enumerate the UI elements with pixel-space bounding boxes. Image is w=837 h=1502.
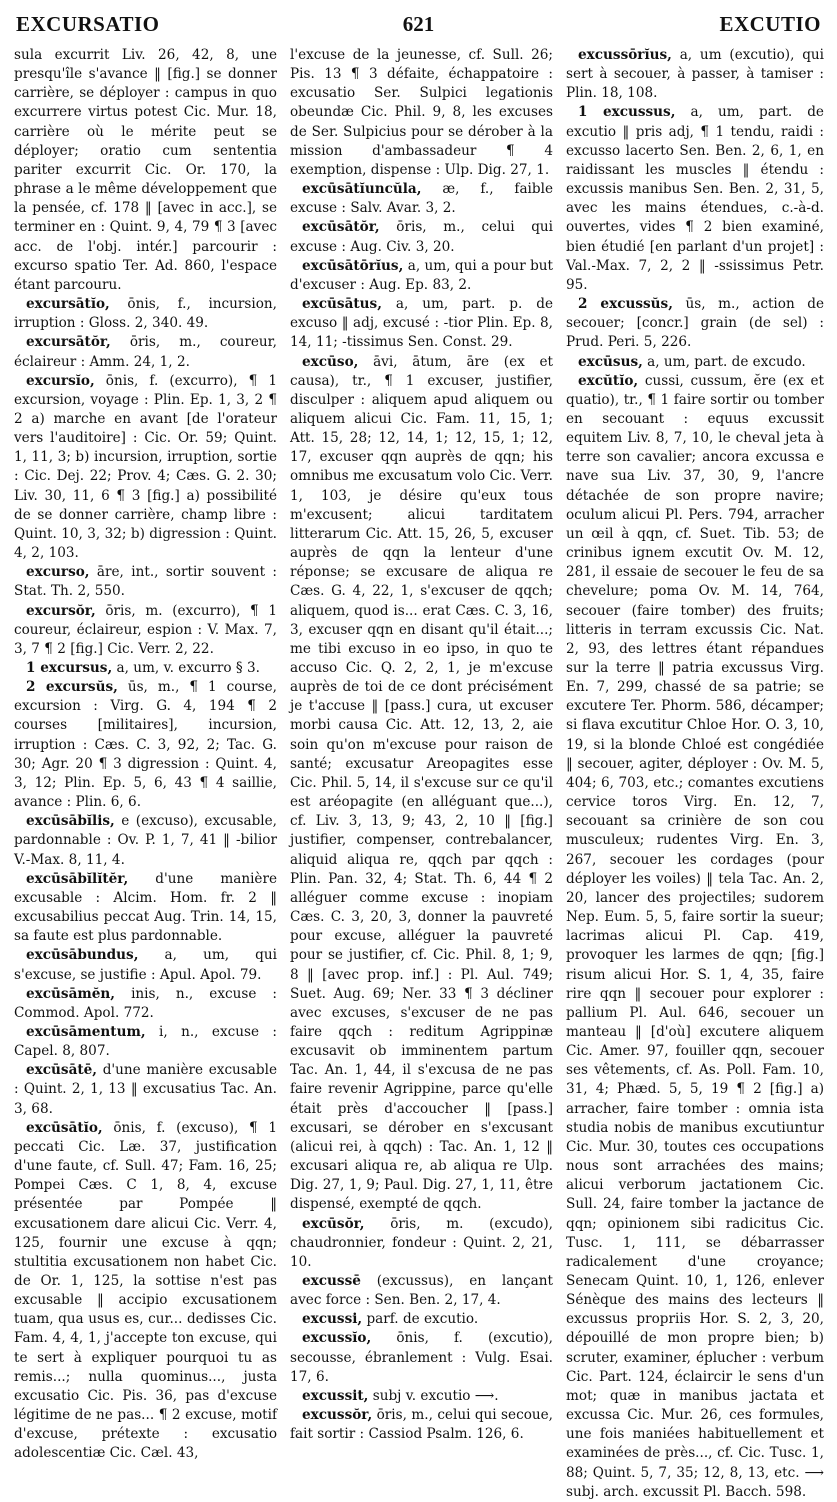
dictionary-entry [290, 1310, 553, 1329]
entry-definition: ōris, m. (excurro), ¶ 1 coureur, éclaireur, espion : V. Max. 7, 3, 7 ¶ 2 [fig.] Cic. Verr. 2, 22. [14, 602, 277, 657]
entry-definition: a, um, part. p. de excuso ‖ adj, excusé : -tior Plin. Ep. 8, 14, 11; -tissimus Sen. Const. 29. [290, 296, 553, 351]
entry-definition: a, um, part. de excutio ‖ pris adj, ¶ 1 tendu, raidi : excusso lacerto Sen. Ben. 2, 6, 1, en raidissant les muscles ‖ étendu : excussis manibus Sen. Ben. 2, 31, 5, avec les mains étendues, c.-à-d. ouvertes, vides ¶ 2 bien examiné, bien étudié [en parlant d'un projet] : Val.-Max. 7, 2, 2 ‖ -ssissimus Petr. 95. [566, 104, 824, 293]
entry-headword: excūsātĭuncŭla, [302, 181, 422, 198]
entry-headword: excussi, [302, 1311, 363, 1328]
entry-headword: excursātŏr, [26, 334, 111, 351]
dictionary-entry [290, 180, 553, 218]
dictionary-entry [14, 1119, 277, 1464]
dictionary-entry [14, 870, 277, 947]
entry-definition: ōris, m., celui qui secoue, fait sortir : Cassiod Psalm. 126, 6. [290, 1407, 553, 1443]
entry-headword: 2 excussŭs, [578, 296, 673, 313]
entry-headword: excūsātē, [26, 1062, 98, 1079]
dictionary-entry [14, 946, 277, 984]
dictionary-entry [14, 1023, 277, 1061]
running-head-left: EXCURSATIO [16, 12, 160, 36]
entry-headword: excursĭo, [26, 372, 95, 389]
entry-headword: excŭtĭo, [578, 372, 639, 389]
entry-headword: excūso, [302, 353, 359, 370]
entry-definition: a, um, part. de excudo. [647, 353, 806, 370]
entry-headword: excūsātŏr, [302, 219, 380, 236]
entry-definition: l'excuse de la jeunesse, cf. Sull. 26; Pis. 13 ¶ 3 défaite, échappatoire : excusatio Ser. Sulpici legationis obeundæ Cic. Phil. 9, 8, les excuses de Ser. Sulpicius pour se dérober à la mission d'ambassadeur ¶ 4 exemption, dispense : Ulp. Dig. 27, 1. [290, 47, 553, 178]
column-left [14, 46, 278, 1462]
entry-definition: parf. de excutio. [366, 1311, 479, 1328]
entry-definition: cussi, cussum, ĕre (ex et quatio), tr., ¶ 1 faire sortir ou tomber en secouant : equus excussit equitem Liv. 8, 7, 10, le cheval jeta à terre son cavalier; ancora excussa e nave sua Liv. 37, 30, 9, l'ancre détachée de son propre navire; oculum alicui Pl. Pers. 794, arracher un œil à qqn, cf. Suet. Tib. 53; de crinibus ignem excutit Ov. M. 12, 281, il essaie de secouer le feu de sa chevelure; poma Ov. M. 14, 764, secouer (faire tomber) des fruits; litteris in terram excussis Cic. Nat. 2, 93, des lettres étant répandues sur la terre ‖ patria excussus Virg. En. 7, 299, chassé de sa patrie; se excutere Ter. Phorm. 586, décamper; si flava excutitur Chloe Hor. O. 3, 10, 19, si la blonde Chloé est congédiée ‖ secouer, agiter, déployer : Ov. M. 5, 404; 6, 703, etc.; comantes excutiens cervice toros Virg. En. 12, 7, secouant sa crinière de son cou musculeux; rudentes Virg. En. 3, 267, secouer les cordages (pour déployer les voiles) ‖ tela Tac. An. 2, 20, lancer des projectiles; sudorem Nep. Eum. 5, 5, faire sortir la sueur; lacrimas alicui Pl. Cap. 419, provoquer les larmes de qqn; [fig.] risum alicui Hor. S. 1, 4, 35, faire rire qqn ‖ secouer pour explorer : pallium Pl. Aul. 646, secouer un manteau ‖ [d'où] excutere aliquem Cic. Amer. 97, fouiller qqn, secouer ses vêtements, cf. As. Poll. Fam. 10, 31, 4; Phæd. 5, 5, 19 ¶ 2 [fig.] a) arracher, faire tomber : omnia ista studia nobis de manibus excutiuntur Cic. Mur. 30, toutes ces occupations nous sont arrachées des mains; alicui verborum jactationem Cic. Sull. 24, faire tomber la jactance de qqn; opinionem sibi radicitus Cic. Tusc. 1, 111, se débarrasser radicalement d'une croyance; Senecam Quint. 10, 1, 126, enlever Sénèque des mains des lecteurs ‖ excussus propriis Hor. S. 2, 3, 20, dépouillé de mon propre bien; b) scruter, examiner, éplucher : verbum Cic. Part. 124, éclaircir le sens d'un mot; quæ in manibus jactata et excussa Cic. Mur. 26, ces formules, une fois maniées habituellement et examinées de près..., cf. Cic. Tusc. 1, 88; Quint. 5, 7, 35; 12, 8, 13, etc. ⟶ subj. arch. excussit Pl. Bacch. 598. [566, 372, 824, 1500]
entry-definition: ōnis, f., incursion, irruption : Gloss. 2, 340. 49. [14, 296, 278, 332]
dictionary-entry [566, 103, 824, 295]
entry-definition: ōris, m., coureur, éclaireur : Amm. 24, 1, 2. [14, 334, 277, 370]
dictionary-entry [566, 353, 824, 372]
entry-definition: a, um, qui a pour but d'excuser : Aug. Ep. 83, 2. [290, 257, 553, 293]
entry-definition: ōnis, f. (excutio), secousse, ébranlement : Vulg. Esai. 17, 6. [290, 1330, 553, 1385]
dictionary-entry [290, 1272, 553, 1310]
entry-headword: excussōrĭus, [578, 47, 672, 63]
entry-headword: excūsāmĕn, [26, 985, 116, 1002]
page-number: 621 [402, 12, 435, 36]
dictionary-entry [14, 295, 277, 333]
entry-headword: 1 excursus, [26, 660, 113, 676]
dictionary-entry [14, 563, 277, 601]
entry-definition: inis, n., excuse : Commod. Apol. 772. [14, 985, 277, 1021]
dictionary-entry [290, 218, 553, 256]
dictionary-entry [14, 372, 277, 564]
dictionary-entry [290, 46, 553, 180]
entry-headword: excūsābĭlis, [26, 813, 115, 830]
entry-headword: excūsābĭlĭtĕr, [26, 870, 129, 887]
entry-headword: excussit, [302, 1387, 369, 1404]
page-header [0, 6, 837, 42]
dictionary-entry [566, 46, 824, 103]
entry-definition: subj v. excutio ⟶. [372, 1387, 499, 1404]
entry-headword: excūsābundus, [26, 947, 139, 964]
dictionary-entry [14, 812, 277, 869]
entry-definition: (excussus), en lançant avec force : Sen. Ben. 2, 17, 4. [290, 1273, 553, 1309]
dictionary-entry [14, 659, 277, 678]
column-right [566, 46, 825, 1500]
entry-headword: excurso, [26, 564, 90, 581]
entry-definition: ōnis, f. (excurro), ¶ 1 excursion, voyage : Plin. Ep. 1, 3, 2 ¶ 2 a) marche en avant [de l'orateur vers l'auditoire] : Cic. Or. 59; Quint. 1, 11, 3; b) incursion, irruption, sortie : Cic. Dej. 22; Prov. 4; Cæs. G. 2. 30; Liv. 30, 11, 6 ¶ 3 [fig.] a) possibilité de se donner carrière, champ libre : Quint. 10, 3, 32; b) digression : Quint. 4, 2, 103. [14, 372, 277, 562]
dictionary-entry [14, 1061, 277, 1118]
dictionary-entry [566, 372, 824, 1502]
dictionary-entry [14, 333, 277, 371]
dictionary-entry [14, 46, 277, 295]
column-middle [290, 46, 553, 1443]
entry-definition: āre, int., sortir souvent : Stat. Th. 2, 550. [14, 564, 277, 600]
dictionary-entry [290, 1329, 553, 1386]
dictionary-entry [290, 257, 553, 295]
entry-headword: excūsŏr, [302, 1215, 365, 1232]
dictionary-entry [14, 985, 277, 1023]
entry-definition: e (excuso), excusable, pardonnable : Ov. P. 1, 7, 41 ‖ -bilior V.-Max. 8, 11, 4. [14, 813, 277, 868]
entry-headword: excūsāmentum, [26, 1023, 146, 1040]
entry-definition: sula excurrit Liv. 26, 42, 8, une presqu'île s'avance ‖ [fig.] se donner carrière, se déployer : campus in quo excurrere virtus potest Cic. Mur. 18, carrière où le mérite peut se déployer; oratio cum sententia pariter excurrit Cic. Or. 170, la phrase a le même développement que la pensée, cf. 178 ‖ [avec in acc.], se terminer en : Quint. 9, 4, 79 ¶ 3 [avec acc. de l'obj. intér.] parcourir : excurso spatio Ter. Ad. 860, l'espace étant parcouru. [14, 47, 277, 293]
entry-definition: a, um, qui s'excuse, se justifie : Apul. Apol. 79. [14, 947, 277, 983]
running-head-right: EXCUTIO [719, 12, 821, 36]
entry-headword: 1 excussus, [578, 104, 676, 121]
entry-definition: ūs, m., action de secouer; [concr.] grain (de sel) : Prud. Peri. 5, 226. [566, 296, 825, 351]
entry-headword: excūsātōrĭus, [302, 257, 404, 274]
entry-definition: āvi, ātum, āre (ex et causa), tr., ¶ 1 excuser, justifier, disculper : aliquem apud aliquem ou aliquem alicui Cic. Fam. 11, 15, 1; Att. 15, 28; 12, 14, 1; 12, 15, 1; 12, 17, excuser qqn auprès de qqn; his omnibus me excusatum volo Cic. Verr. 1, 103, je désire qu'eux tous m'excusent; alicui tarditatem litterarum Cic. Att. 15, 26, 5, excuser auprès de qqn la lenteur d'une réponse; se excusare de aliqua re Cæs. G. 4, 22, 1, s'excuser de qqch; aliquem, quod is... erat Cæs. C. 3, 16, 3, excuser qqn en disant qu'il était...; me tibi excuso in eo ipso, in quo te accuso Cic. Q. 2, 2, 1, je m'excuse auprès de toi de ce dont précisément je t'accuse ‖ [pass.] cura, ut excuser morbi causa Cic. Att. 12, 13, 2, aie soin qu'on m'excuse pour raison de santé; excusatur Areopagites esse Cic. Phil. 5, 14, il s'excuse sur ce qu'il est aréopagite (en alléguant que...), cf. Liv. 3, 13, 9; 43, 2, 10 ‖ [fig.] justifier, compenser, contrebalancer, aliquid aliqua re, qqch par qqch : Plin. Pan. 32, 4; Stat. Th. 6, 44 ¶ 2 alléguer comme excuse : inopiam Cæs. C. 3, 20, 3, donner la pauvreté pour excuse, alléguer la pauvreté pour se justifier, cf. Cic. Phil. 8, 1; 9, 8 ‖ [avec prop. inf.] : Pl. Aul. 749; Suet. Aug. 69; Ner. 33 ¶ 3 décliner avec excuses, s'excuser de ne pas faire qqch : reditum Agrippinæ excusavit ob imminentem partum Tac. An. 1, 44, il s'excusa de ne pas faire revenir Agrippine, parce qu'elle était près d'accoucher ‖ [pass.] excusari, se dérober en s'excusant (alicui rei, à qqch) : Tac. An. 1, 12 ‖ excusari aliqua re, ab aliqua re Ulp. Dig. 27, 1, 9; Paul. Dig. 27, 1, 11, être dispensé, exempté de qqch. [290, 353, 553, 1213]
entry-definition: ōnis, f. (excuso), ¶ 1 peccati Cic. Læ. 37, justification d'une faute, cf. Sull. 47; Fam. 16, 25; Pompei Cæs. C 1, 8, 4, excuse présentée par Pompée ‖ excusationem dare alicui Cic. Verr. 4, 125, fournir une excuse à qqn; stultitia excusationem non habet Cic. de Or. 1, 125, la sottise n'est pas excusable ‖ accipio excusationem tuam, qua usus es, cur... dedisses Cic. Fam. 4, 4, 1, j'accepte ton excuse, qui te sert à expliquer pourquoi tu as remis...; nulla quominus..., justa excusatio Cic. Pis. 36, pas d'excuse légitime de ne pas... ¶ 2 excuse, motif d'excuse, prétexte : excusatio adolescentiæ Cic. Cæl. 43, [14, 1119, 278, 1462]
dictionary-entry [290, 353, 553, 1215]
entry-definition: a, um, v. excurro § 3. [116, 660, 260, 676]
entry-definition: d'une manière excusable : Quint. 2, 1, 13 ‖ excusatius Tac. An. 3, 68. [14, 1062, 277, 1117]
dictionary-entry [290, 1215, 553, 1272]
entry-headword: excursātĭo, [26, 296, 110, 313]
dictionary-entry [14, 678, 277, 812]
entry-headword: excussĭo, [302, 1330, 372, 1347]
entry-headword: excursŏr, [26, 602, 96, 619]
dictionary-entry [566, 295, 824, 352]
entry-headword: excūsātus, [302, 296, 382, 313]
dictionary-entry [290, 295, 553, 352]
entry-headword: excūsātĭo, [26, 1119, 103, 1136]
dictionary-entry [290, 1387, 553, 1406]
entry-definition: i, n., excuse : Capel. 8, 807. [14, 1023, 277, 1060]
entry-headword: excūsus, [578, 353, 643, 370]
entry-definition: d'une manière excusable : Alcim. Hom. fr. 2 ‖ excusabilius peccat Aug. Trin. 14, 15, sa faute est plus pardonnable. [14, 870, 278, 945]
entry-definition: a, um (excutio), qui sert à secouer, à passer, à tamiser : Plin. 18, 108. [566, 47, 824, 102]
entry-definition: ōris, m. (excudo), chaudronnier, fondeur : Quint. 2, 21, 10. [290, 1215, 553, 1270]
entry-headword: excussŏr, [302, 1407, 373, 1424]
dictionary-entry [290, 1406, 553, 1444]
entry-definition: ūs, m., ¶ 1 course, excursion : Virg. G. 4, 194 ¶ 2 courses [militaires], incursion, irruption : Cæs. C. 3, 92, 2; Tac. G. 30; Agr. 20 ¶ 3 digression : Quint. 4, 3, 12; Plin. Ep. 5, 6, 43 ¶ 4 saillie, avance : Plin. 6, 6. [14, 679, 277, 811]
entry-definition: æ, f., faible excuse : Salv. Avar. 3, 2. [290, 181, 553, 217]
entry-headword: excussē [302, 1273, 361, 1289]
entry-headword: 2 excursŭs, [26, 679, 118, 696]
entry-definition: ōris, m., celui qui excuse : Aug. Civ. 3, 20. [290, 219, 553, 255]
dictionary-entry [14, 602, 277, 659]
